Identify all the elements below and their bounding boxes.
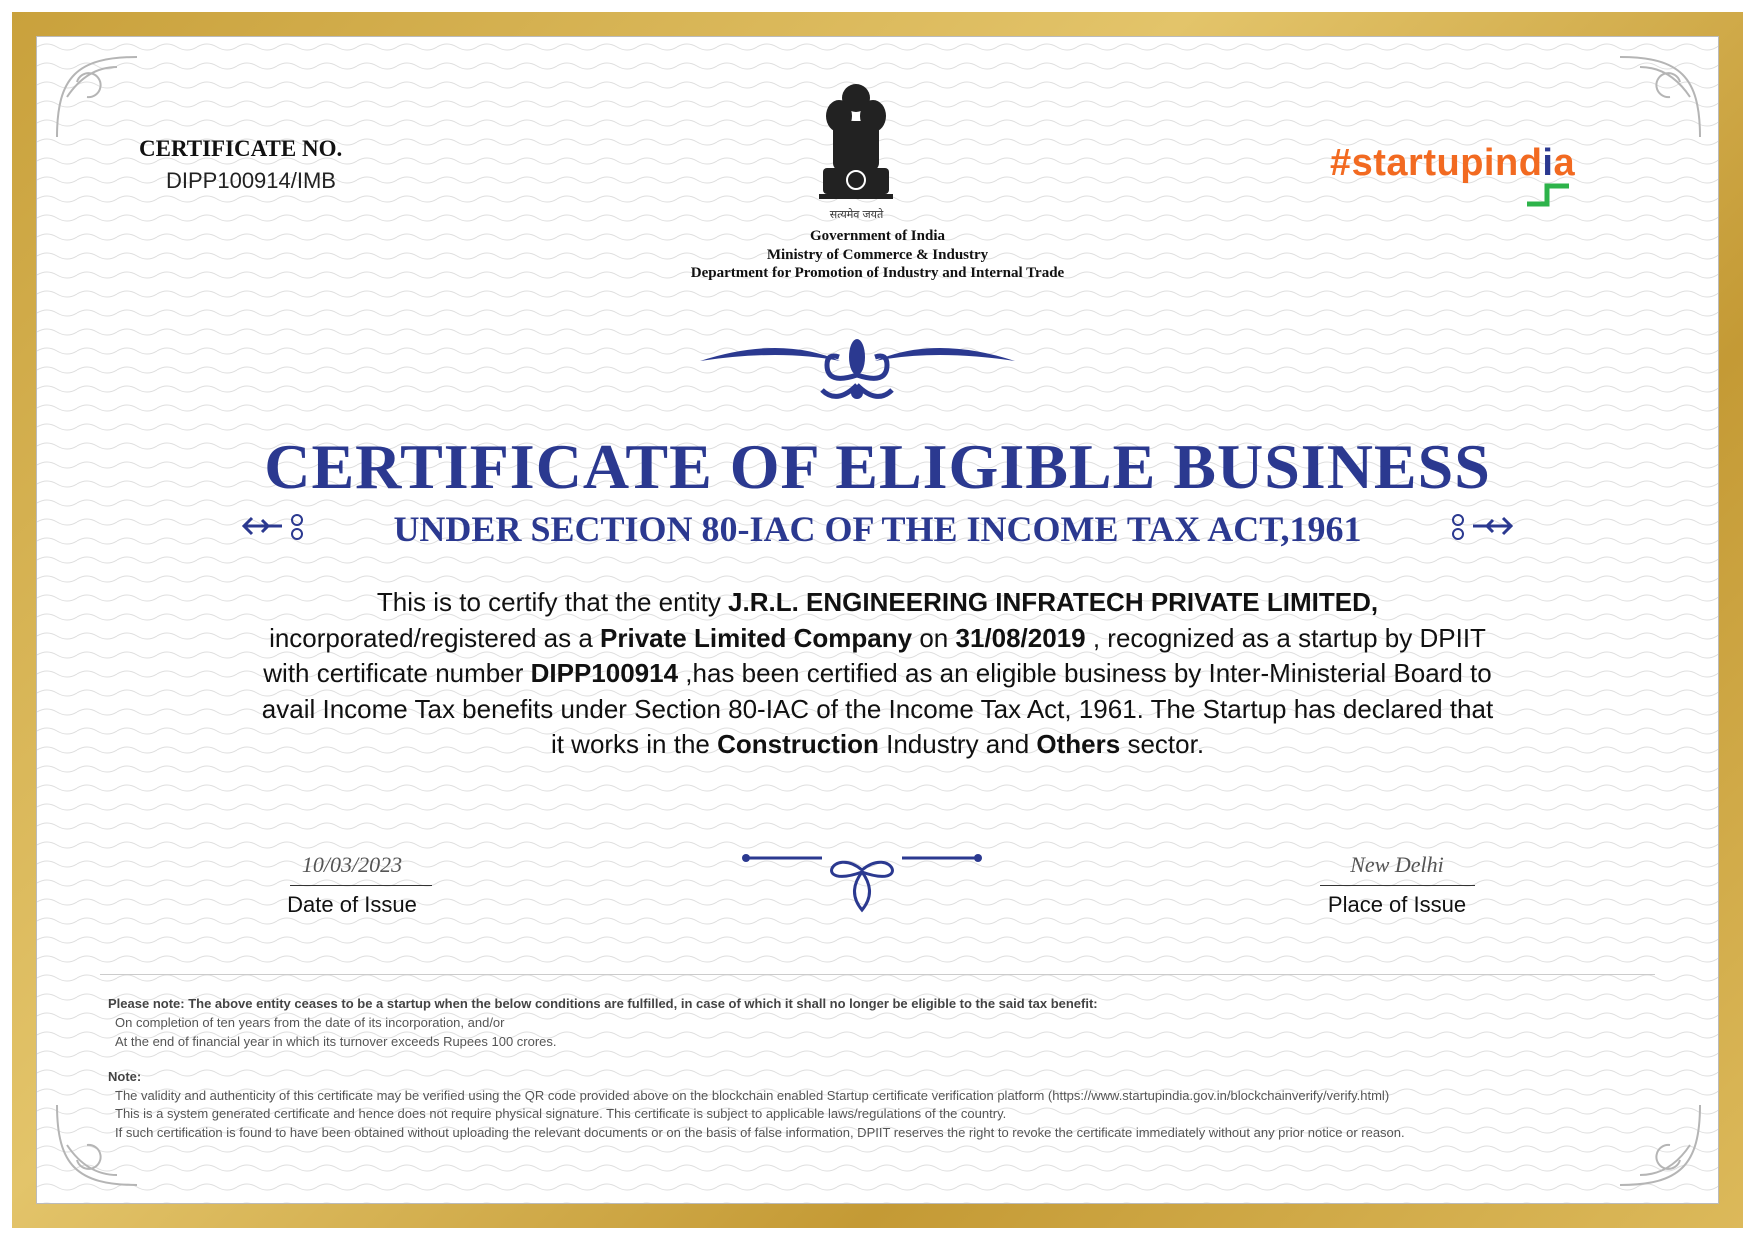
certificate-number-label: CERTIFICATE NO. (139, 136, 343, 161)
issue-place-label: Place of Issue (1327, 892, 1467, 917)
startupindia-logo (1330, 142, 1575, 185)
logo-text-end: a (1553, 142, 1576, 184)
body-text: sector. (1120, 729, 1205, 759)
body-text: , recognized as a startup by DPIIT with certificate number (263, 622, 1486, 688)
issue-place: New Delhi (1350, 852, 1444, 877)
bottom-ornament-icon (742, 850, 982, 914)
certificate-title: CERTIFICATE OF ELIGIBLE BUSINESS (264, 431, 1491, 502)
certificate-subtitle: UNDER SECTION 80-IAC OF THE INCOME TAX ACT,1961 (393, 509, 1362, 549)
note-item: The validity and authenticity of this certificate may be verified using the QR code provided above on the blockchain enabled Startup certificate verification platform (https://www.startupindia.gov.in/blockchainverify/verify.html) (115, 1088, 1390, 1103)
divider (100, 974, 1655, 975)
body-text: ,has been certified as an eligible business by Inter-Ministerial Board to avail Income Tax benefits under Section 80-IAC of the Income Tax Act, 1961. The Startup has declared that it works in the (261, 658, 1494, 759)
right-flourish-icon (1445, 508, 1513, 544)
logo-text: #startupind (1330, 142, 1543, 184)
flourish-ornament-icon (700, 335, 1015, 415)
industry: Construction (717, 729, 879, 759)
certificate-number-value: DIPP100914/IMB (166, 168, 336, 193)
issue-date-label: Date of Issue (287, 892, 417, 917)
startupindia-step-icon (1525, 180, 1575, 210)
issue-date: 10/03/2023 (301, 852, 403, 877)
body-text: This is to certify that the entity (376, 587, 729, 617)
ashoka-emblem-icon (811, 76, 901, 206)
emblem-motto: सत्यमेव जयते (829, 209, 884, 221)
note-item: This is a system generated certificate and hence does not require physical signature. This certificate is subject to applicable laws/regulations of the country. (115, 1106, 1007, 1121)
certificate-body (260, 585, 1495, 763)
body-text: Industry and (878, 729, 1037, 759)
condition-item: On completion of ten years from the date of its incorporation, and/or (115, 1015, 505, 1030)
ministry-name: Ministry of Commerce & Industry (766, 247, 989, 263)
note-item: If such certification is found to have been obtained without uploading the relevant documents or on the basis of false information, DPIIT reserves the right to revoke the certificate immediately without any prior notice or reason. (115, 1125, 1405, 1140)
incorporation-date: 31/08/2019 (955, 622, 1086, 653)
date-underline (290, 885, 432, 886)
place-underline (1320, 885, 1475, 886)
note-heading: Note: (108, 1069, 142, 1084)
company-type: Private Limited Company (600, 622, 913, 653)
condition-item: At the end of financial year in which its turnover exceeds Rupees 100 crores. (115, 1034, 557, 1049)
entity-name: J.R.L. ENGINEERING INFRATECH PRIVATE LIMITED, (728, 587, 1379, 617)
body-text: incorporated/registered as a (269, 622, 601, 653)
please-note-heading: Please note: The above entity ceases to be a startup when the below conditions are fulfilled, in case of which it shall no longer be eligible to the said tax benefit: (108, 996, 1098, 1011)
logo-text-i: i (1542, 142, 1554, 184)
department-name: Department for Promotion of Industry and Internal Trade (690, 265, 1065, 281)
dpiit-number: DIPP100914 (530, 658, 679, 688)
government-name: Government of India (810, 228, 945, 244)
body-text: on (912, 622, 956, 653)
sector: Others (1036, 729, 1121, 759)
